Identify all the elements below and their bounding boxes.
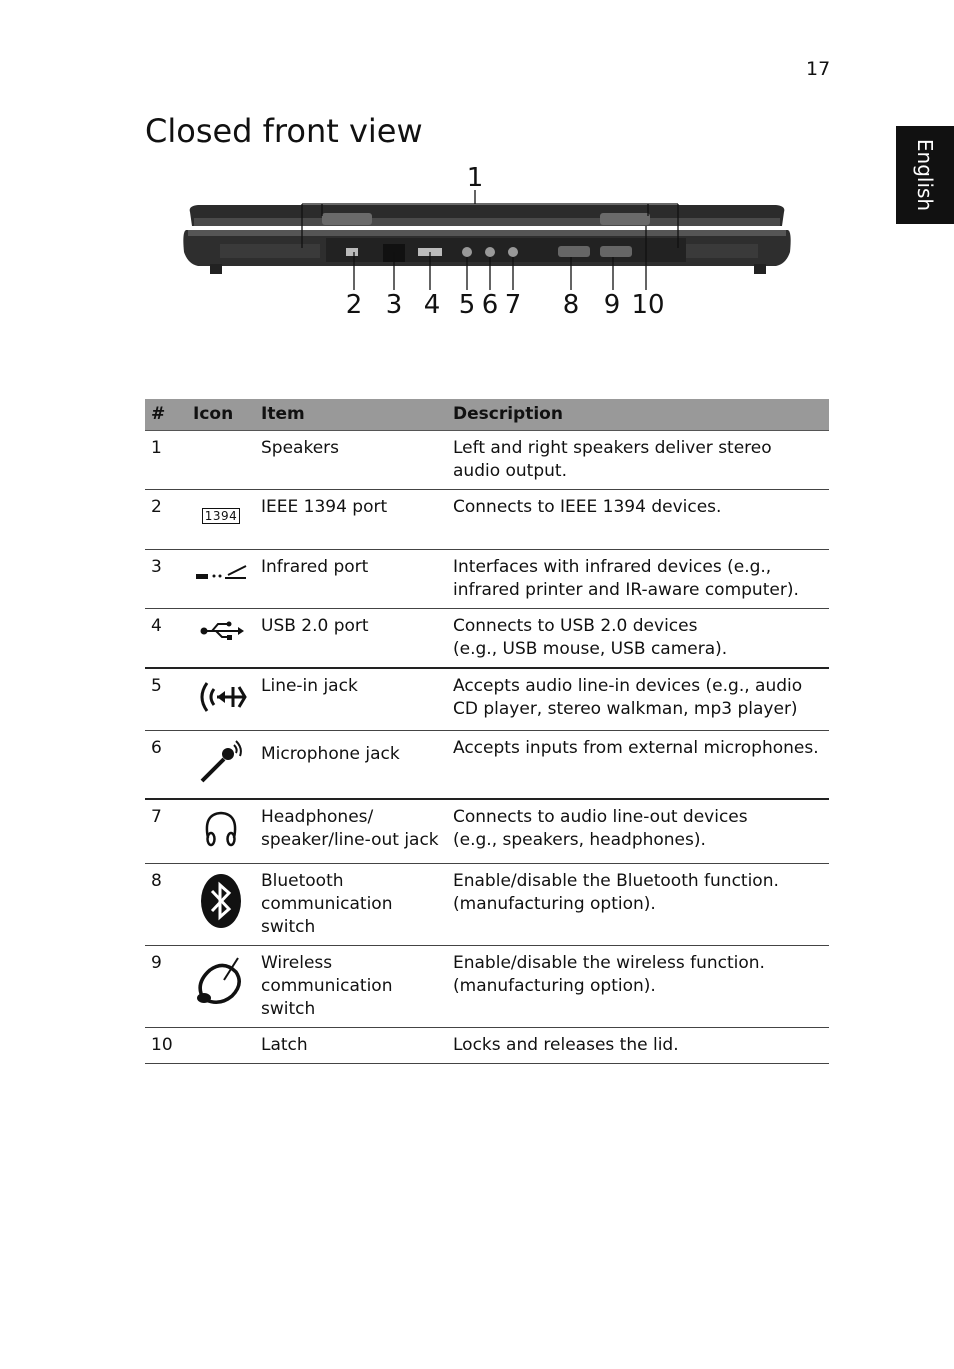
- row-item: USB 2.0 port: [255, 609, 447, 669]
- header-item: Item: [255, 399, 447, 431]
- header-description: Description: [447, 399, 829, 431]
- row-item: Line-in jack: [255, 668, 447, 731]
- jack-mic: [485, 247, 495, 257]
- headphones-icon: [201, 808, 241, 850]
- row-description-line: (manufacturing option).: [453, 894, 656, 914]
- callout-6: 6: [481, 290, 499, 320]
- latch-right: [600, 213, 650, 225]
- header-number: #: [145, 399, 187, 431]
- switch-wireless: [600, 246, 632, 257]
- row-description: Interfaces with infrared devices (e.g., infrared printer and IR-aware computer).: [447, 550, 829, 609]
- row-number: 9: [145, 946, 187, 1028]
- row-item: Bluetooth communication switch: [255, 864, 447, 946]
- callout-9: 9: [603, 290, 621, 320]
- jack-headphones: [508, 247, 518, 257]
- row-description: Accepts audio line-in devices (e.g., audio CD player, stereo walkman, mp3 player): [447, 668, 829, 731]
- table-row: [145, 431, 829, 490]
- callout-7: 7: [504, 290, 522, 320]
- bluetooth-icon: [199, 872, 243, 930]
- table-row: [145, 864, 829, 946]
- row-number: 8: [145, 864, 187, 946]
- row-description: Left and right speakers deliver stereo audio output.: [447, 431, 829, 490]
- port-ieee1394: [346, 248, 358, 256]
- table-row: [145, 731, 829, 800]
- latch-left: [322, 213, 372, 225]
- page-number: 17: [806, 58, 831, 80]
- table-row: [145, 1028, 829, 1064]
- infrared-icon: [194, 558, 248, 588]
- row-number: 10: [145, 1028, 187, 1064]
- callout-10: 10: [631, 290, 665, 320]
- table-header-row: [145, 399, 829, 431]
- language-tab: [896, 126, 954, 224]
- table-row: [145, 799, 829, 864]
- callout-1: 1: [466, 163, 484, 193]
- table-row: [145, 550, 829, 609]
- callout-2: 2: [345, 290, 363, 320]
- row-item: Speakers: [255, 431, 447, 490]
- row-description-line: Connects to audio line-out devices: [453, 807, 748, 827]
- ieee1394-icon: 1394: [202, 508, 241, 524]
- row-description: Accepts inputs from external microphones.: [447, 731, 829, 800]
- language-tab-label: English: [913, 138, 937, 212]
- row-number: 7: [145, 799, 187, 864]
- row-number: 6: [145, 731, 187, 800]
- wireless-icon: [194, 954, 248, 1008]
- row-item: Microphone jack: [255, 731, 447, 800]
- jack-line-in: [462, 247, 472, 257]
- row-number: 3: [145, 550, 187, 609]
- callout-5: 5: [458, 290, 476, 320]
- row-description-line: Enable/disable the Bluetooth function.: [453, 871, 779, 891]
- row-number: 2: [145, 490, 187, 550]
- callout-8: 8: [562, 290, 580, 320]
- table-row: [145, 609, 829, 669]
- row-icon: [187, 431, 255, 490]
- table-row: [145, 668, 829, 731]
- row-description-line: (e.g., USB mouse, USB camera).: [453, 639, 728, 659]
- row-description: Connects to IEEE 1394 devices.: [447, 490, 829, 550]
- row-number: 4: [145, 609, 187, 669]
- row-description-line: Enable/disable the wireless function.: [453, 953, 765, 973]
- callout-3: 3: [385, 290, 403, 320]
- callout-4: 4: [423, 290, 441, 320]
- laptop-front-figure: [180, 160, 792, 330]
- speaker-grille-left: [220, 244, 320, 258]
- row-number: 1: [145, 431, 187, 490]
- row-description-line: (manufacturing option).: [453, 976, 656, 996]
- header-icon: Icon: [187, 399, 255, 431]
- row-item: Latch: [255, 1028, 447, 1064]
- row-item: IEEE 1394 port: [255, 490, 447, 550]
- row-item: Infrared port: [255, 550, 447, 609]
- table-row: [145, 490, 829, 550]
- table-row: [145, 946, 829, 1028]
- line-in-icon: [195, 677, 247, 717]
- switch-bluetooth: [558, 246, 590, 257]
- usb-icon: [198, 617, 244, 643]
- row-item: Headphones/ speaker/line-out jack: [255, 799, 447, 864]
- microphone-icon: [198, 739, 244, 785]
- row-item: Wireless communication switch: [255, 946, 447, 1028]
- row-description: Locks and releases the lid.: [447, 1028, 829, 1064]
- row-number: 5: [145, 668, 187, 731]
- port-spec-table: [145, 399, 829, 1064]
- row-description-line: (e.g., speakers, headphones).: [453, 830, 706, 850]
- row-icon: [187, 1028, 255, 1064]
- page-title: Closed front view: [145, 112, 423, 150]
- row-description-line: Connects to USB 2.0 devices: [453, 616, 698, 636]
